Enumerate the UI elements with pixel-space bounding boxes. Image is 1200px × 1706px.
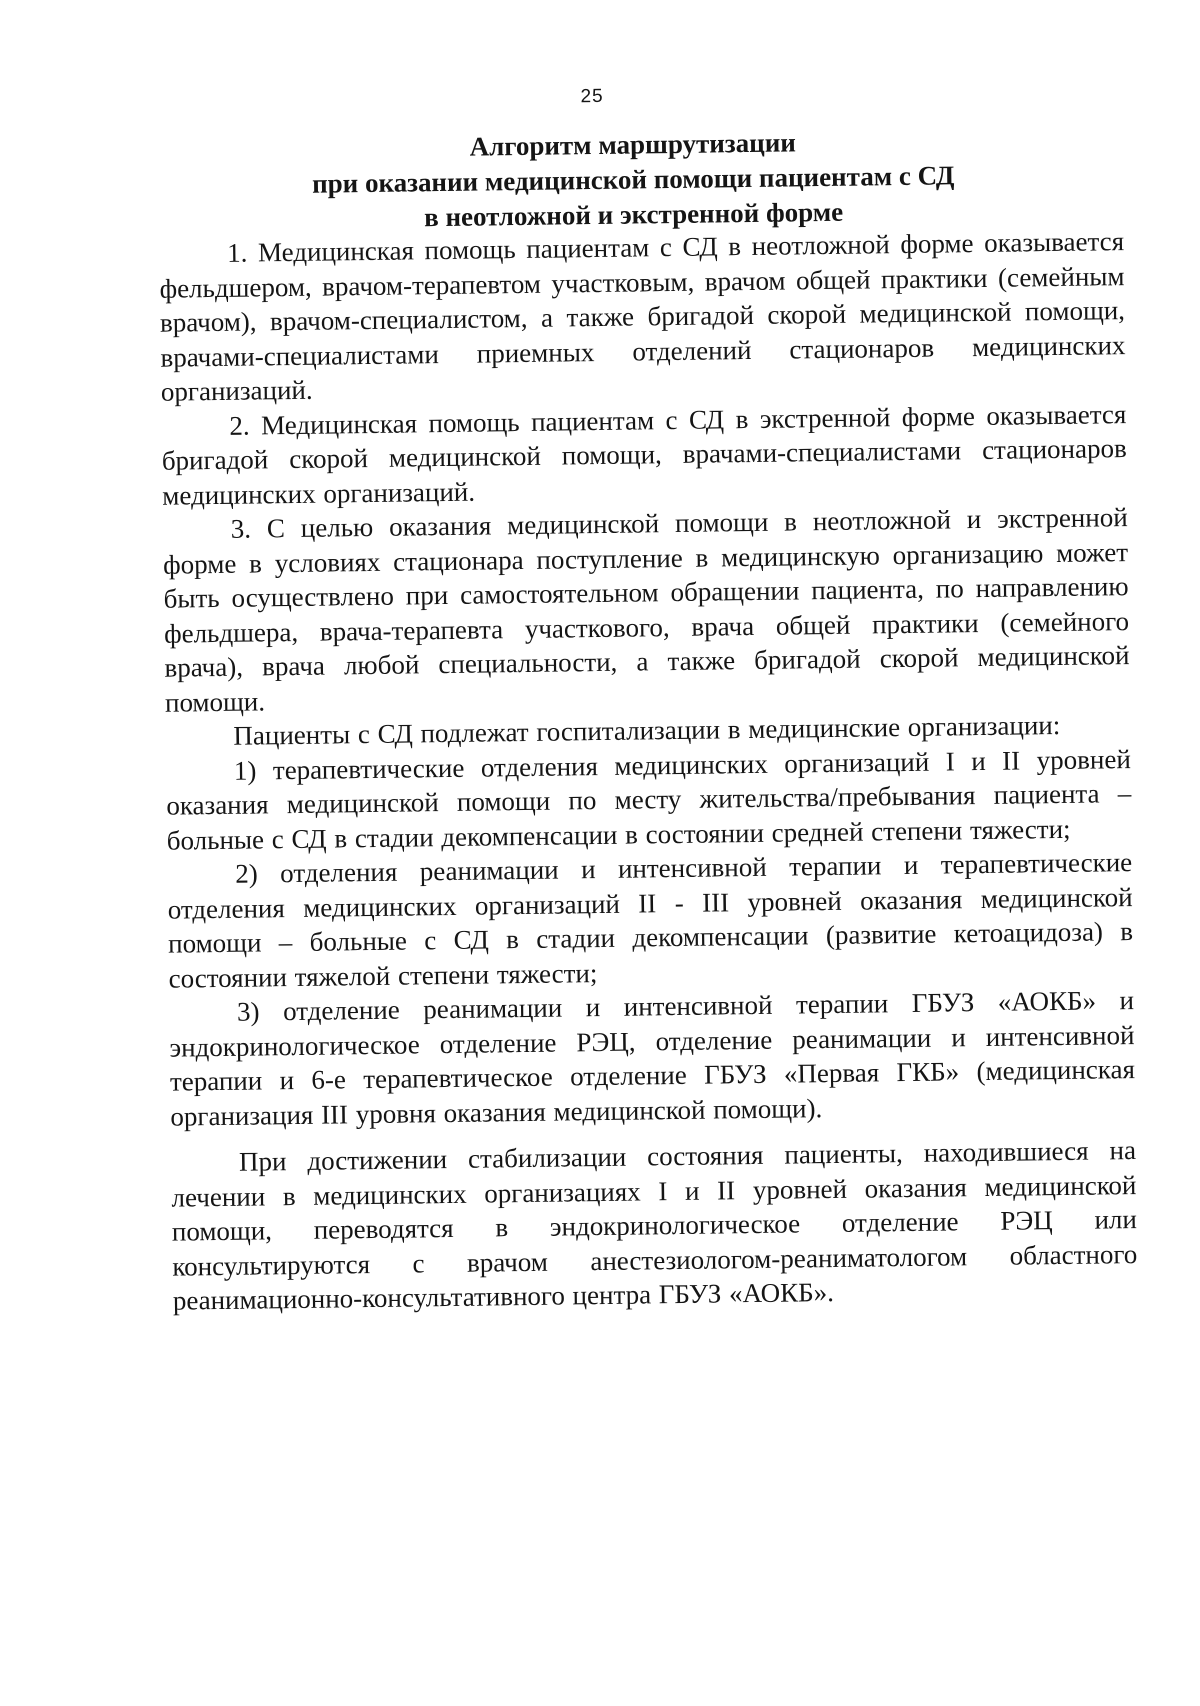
- paragraph-stabilization: При достижении стабилизации состояния пациенты, находившиеся на лечении в медицинских организациях I и II уровней оказания медицинской помощи, переводятся в эндокринологическое отделение РЭЦ или консультируются с врачом анестезиологом-реаниматологом областного реанимационно-консультативного центра ГБУЗ «АОКБ».: [171, 1135, 1138, 1316]
- paragraph-2: 2. Медицинская помощь пациентам с СД в экстренной форме оказывается бригадой скорой медицинской помощи, врачами-специалистами стационаров медицинских организаций.: [161, 398, 1127, 511]
- document-title: [143, 121, 1124, 239]
- list-item-2: 2) отделения реанимации и интенсивной терапии и терапевтические отделения медицинских организаций II - III уровней оказания медицинской помощи – больные с СД в стадии декомпенсации (развитие кетоацидоза) в состоянии тяжелой степени тяжести;: [167, 847, 1134, 994]
- paragraph-hospitalization-intro: Пациенты с СД подлежат госпитализации в медицинские организации:: [233, 709, 1061, 751]
- title-line-1: Алгоритм маршрутизации: [469, 127, 797, 162]
- list-item-3: 3) отделение реанимации и интенсивной терапии ГБУЗ «АОКБ» и эндокринологическое отделение РЭЦ, отделение реанимации и интенсивной терапии и 6-е терапевтическое отделение ГБУЗ «Первая ГКБ» (медицинская организация III уровня оказания медицинской помощи).: [169, 985, 1136, 1132]
- paragraph-3: 3. С целью оказания медицинской помощи в неотложной и экстренной форме в условиях стационара поступление в медицинскую организацию может быть осуществлено при самостоятельном обращении пациента, по направлению фельдшера, врача-терапевта участкового, врача общей практики (семейного врача), врача любой специальности, а также бригадой скорой медицинской помощи.: [162, 502, 1130, 718]
- document-body: [159, 224, 1138, 1318]
- paragraph-1: 1. Медицинская помощь пациентам с СД в неотложной форме оказывается фельдшером, врачом-терапевтом участковым, врачом общей практики (семейным врачом), врачом-специалистом, а также бригадой скорой медицинской помощи, врачами-специалистами приемных отделений стационаров медицинских организаций.: [159, 226, 1126, 407]
- title-line-3: в неотложной и экстренной форме: [423, 196, 844, 233]
- title-line-2: при оказании медицинской помощи пациентам с СД: [311, 160, 955, 199]
- list-item-1: 1) терапевтические отделения медицинских организаций I и II уровней оказания медицинской помощи по месту жительства/пребывания пациента – больные с СД в стадии декомпенсации в состоянии средней степени тяжести;: [166, 743, 1132, 856]
- page-number: 25: [580, 85, 604, 108]
